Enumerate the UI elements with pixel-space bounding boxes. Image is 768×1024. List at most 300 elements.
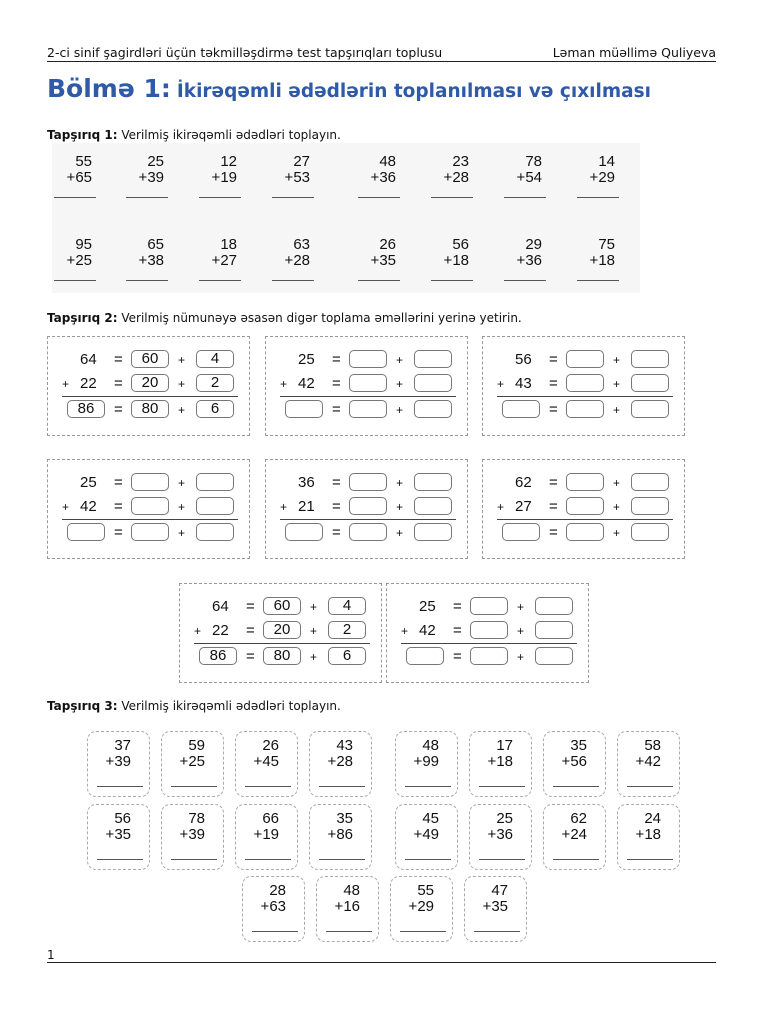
answer-line[interactable]: [252, 931, 298, 932]
answer-line[interactable]: [171, 786, 217, 787]
answer-line[interactable]: [474, 931, 520, 932]
number-2: 42: [419, 622, 436, 639]
task1-label: Tapşırıq 1:: [47, 128, 118, 142]
ones-box[interactable]: [535, 621, 573, 639]
addend-2: +63: [260, 898, 286, 915]
addend-2: +35: [482, 898, 508, 915]
plus-sign: +: [497, 377, 505, 391]
addend-2: +42: [635, 753, 661, 770]
number-1: 64: [212, 598, 229, 615]
tens-box[interactable]: [349, 350, 387, 368]
addend-2: +27: [211, 252, 237, 269]
answer-line[interactable]: [400, 931, 446, 932]
sum-box[interactable]: 86: [199, 647, 237, 665]
addend-1: 55: [417, 882, 434, 899]
equals-sign: =: [453, 622, 462, 639]
equals-sign: =: [114, 351, 123, 368]
addition-card: [617, 804, 680, 870]
addition-problem: [50, 154, 98, 198]
ones-box[interactable]: [535, 647, 573, 665]
sum-divider: [62, 396, 238, 397]
addend-1: 28: [269, 882, 286, 899]
addition-problem: [427, 154, 475, 198]
addition-card: [469, 731, 532, 797]
answer-line[interactable]: [431, 280, 473, 281]
tens-box[interactable]: [349, 400, 387, 418]
plus-sign: +: [517, 624, 525, 638]
addend-2: +86: [327, 826, 353, 843]
decomposition-box: [386, 583, 589, 683]
addend-2-value: 29: [598, 169, 615, 186]
sum-divider: [62, 519, 238, 520]
tens-box[interactable]: [470, 647, 508, 665]
addend-1: 59: [188, 737, 205, 754]
addition-problem: [268, 237, 316, 281]
number-1: 64: [80, 351, 97, 368]
answer-line[interactable]: [272, 197, 314, 198]
answer-line[interactable]: [97, 859, 143, 860]
addend-1: 27: [293, 153, 310, 170]
plus-sign: +: [280, 377, 288, 391]
addend-2: +56: [561, 753, 587, 770]
tens-box[interactable]: [349, 374, 387, 392]
plus-sign: +: [178, 476, 186, 490]
answer-line[interactable]: [479, 786, 525, 787]
addition-card: [395, 731, 458, 797]
addition-problem: [268, 154, 316, 198]
tens-box[interactable]: [470, 597, 508, 615]
addend-2-value: 65: [75, 169, 92, 186]
addend-1: 48: [422, 737, 439, 754]
ones-box[interactable]: 2: [328, 621, 366, 639]
task2-text: Verilmiş nümunəyə əsasən digər toplama əməllərini yerinə yetirin.: [121, 311, 522, 325]
plus-sign: +: [401, 624, 409, 638]
number-1: 25: [419, 598, 436, 615]
sum-box[interactable]: [285, 523, 323, 541]
tens-box[interactable]: [566, 350, 604, 368]
addition-problem: [427, 237, 475, 281]
addend-2: +35: [105, 826, 131, 843]
equals-sign: =: [332, 375, 341, 392]
ones-box[interactable]: [414, 473, 452, 491]
sum-divider: [280, 396, 456, 397]
tens-box[interactable]: 60: [131, 350, 169, 368]
addend-2-value: 35: [491, 898, 508, 915]
equals-sign: =: [246, 622, 255, 639]
addend-1: 47: [491, 882, 508, 899]
addend-2-value: 25: [75, 252, 92, 269]
addition-problem: [573, 237, 621, 281]
plus-sign: +: [517, 600, 525, 614]
equals-sign: =: [332, 498, 341, 515]
addend-2-value: 86: [336, 826, 353, 843]
answer-line[interactable]: [504, 197, 546, 198]
decomposition-box: [482, 459, 685, 559]
sum-box[interactable]: [67, 523, 105, 541]
section-number: Bölmə 1:: [47, 74, 171, 103]
addition-problem: [122, 154, 170, 198]
addition-card: [235, 804, 298, 870]
addend-2-value: 16: [343, 898, 360, 915]
addend-1: 48: [379, 153, 396, 170]
addend-1: 95: [75, 236, 92, 253]
addend-2-value: 54: [525, 169, 542, 186]
answer-line[interactable]: [126, 197, 168, 198]
decomposition-box: [265, 336, 468, 436]
page-header-left: 2-ci sinif şagirdləri üçün təkmilləşdirmə test tapşırıqları toplusu: [47, 45, 443, 60]
ones-box[interactable]: [414, 350, 452, 368]
sum-box[interactable]: [406, 647, 444, 665]
tens-box[interactable]: [566, 374, 604, 392]
addend-1: 56: [452, 236, 469, 253]
addition-card: [316, 876, 379, 942]
addition-card: [543, 804, 606, 870]
answer-line[interactable]: [405, 859, 451, 860]
equals-sign: =: [246, 648, 255, 665]
plus-sign: +: [178, 526, 186, 540]
addend-1: 66: [262, 810, 279, 827]
addend-1: 65: [147, 236, 164, 253]
number-2: 27: [515, 498, 532, 515]
plus-sign: +: [613, 403, 621, 417]
ones-box[interactable]: [196, 523, 234, 541]
addition-card: [464, 876, 527, 942]
task2-instruction: [47, 311, 522, 325]
plus-sign: +: [517, 650, 525, 664]
addition-card: [309, 731, 372, 797]
answer-line[interactable]: [358, 280, 400, 281]
decomposition-box: [47, 336, 250, 436]
tens-box[interactable]: [349, 497, 387, 515]
answer-line[interactable]: [126, 280, 168, 281]
ones-box[interactable]: 4: [196, 350, 234, 368]
equals-sign: =: [114, 498, 123, 515]
ones-box[interactable]: [414, 400, 452, 418]
tens-box[interactable]: [566, 523, 604, 541]
addend-2-value: 19: [220, 169, 237, 186]
addition-problem: [354, 237, 402, 281]
header-divider: [47, 61, 716, 62]
addition-problem: [195, 154, 243, 198]
addend-2: +45: [253, 753, 279, 770]
ones-box[interactable]: 2: [196, 374, 234, 392]
equals-sign: =: [549, 351, 558, 368]
addend-2: +19: [211, 169, 237, 186]
tens-box[interactable]: [566, 473, 604, 491]
sum-divider: [194, 643, 370, 644]
number-2: 21: [298, 498, 315, 515]
addition-card: [395, 804, 458, 870]
addend-2-value: 36: [525, 252, 542, 269]
tens-box[interactable]: 20: [263, 621, 301, 639]
addend-2: +29: [408, 898, 434, 915]
addition-card: [87, 804, 150, 870]
addend-2-value: 36: [496, 826, 513, 843]
sum-box[interactable]: [285, 400, 323, 418]
addend-2: +18: [589, 252, 615, 269]
decomposition-box: [482, 336, 685, 436]
addend-1: 24: [644, 810, 661, 827]
addend-2: +25: [179, 753, 205, 770]
addend-2: +36: [487, 826, 513, 843]
plus-sign: +: [396, 377, 404, 391]
tens-box[interactable]: [131, 523, 169, 541]
number-2: 42: [80, 498, 97, 515]
addition-card: [309, 804, 372, 870]
answer-line[interactable]: [479, 859, 525, 860]
page-number: 1: [47, 948, 55, 962]
ones-box[interactable]: [631, 523, 669, 541]
ones-box[interactable]: [535, 597, 573, 615]
addend-2: +28: [284, 252, 310, 269]
answer-line[interactable]: [54, 280, 96, 281]
addend-2: +18: [635, 826, 661, 843]
section-topic: İkirəqəmli ədədlərin toplanılması və çıxılması: [176, 81, 651, 102]
addend-2-value: 24: [570, 826, 587, 843]
plus-sign: +: [613, 377, 621, 391]
addition-card: [469, 804, 532, 870]
addend-2-value: 42: [644, 753, 661, 770]
answer-line[interactable]: [627, 786, 673, 787]
addend-2: +36: [370, 169, 396, 186]
addend-1: 17: [496, 737, 513, 754]
addend-2-value: 25: [188, 753, 205, 770]
plus-sign: +: [396, 500, 404, 514]
number-2: 43: [515, 375, 532, 392]
addend-2-value: 29: [417, 898, 434, 915]
plus-sign: +: [178, 500, 186, 514]
ones-box[interactable]: [196, 497, 234, 515]
plus-sign: +: [310, 650, 318, 664]
ones-box[interactable]: [631, 497, 669, 515]
plus-sign: +: [396, 526, 404, 540]
equals-sign: =: [549, 474, 558, 491]
plus-sign: +: [613, 500, 621, 514]
tens-box[interactable]: 80: [131, 400, 169, 418]
answer-line[interactable]: [272, 280, 314, 281]
equals-sign: =: [114, 375, 123, 392]
answer-line[interactable]: [358, 197, 400, 198]
addend-2: +29: [589, 169, 615, 186]
answer-line[interactable]: [431, 197, 473, 198]
tens-box[interactable]: [349, 473, 387, 491]
ones-box[interactable]: [196, 473, 234, 491]
sum-divider: [401, 643, 577, 644]
addend-2-value: 49: [422, 826, 439, 843]
tens-box[interactable]: [131, 497, 169, 515]
answer-line[interactable]: [199, 280, 241, 281]
answer-line[interactable]: [319, 786, 365, 787]
plus-sign: +: [310, 624, 318, 638]
plus-sign: +: [178, 377, 186, 391]
number-2: 42: [298, 375, 315, 392]
answer-line[interactable]: [627, 859, 673, 860]
addend-2: +54: [516, 169, 542, 186]
tens-box[interactable]: 60: [263, 597, 301, 615]
addition-card: [161, 731, 224, 797]
equals-sign: =: [332, 474, 341, 491]
ones-box[interactable]: [414, 523, 452, 541]
tens-box[interactable]: [566, 400, 604, 418]
addend-1: 45: [422, 810, 439, 827]
number-2: 22: [212, 622, 229, 639]
addend-1: 62: [570, 810, 587, 827]
addend-2-value: 39: [147, 169, 164, 186]
answer-line[interactable]: [245, 786, 291, 787]
addend-2-value: 39: [188, 826, 205, 843]
addend-2: +38: [138, 252, 164, 269]
addend-2-value: 18: [598, 252, 615, 269]
plus-sign: +: [280, 500, 288, 514]
equals-sign: =: [453, 598, 462, 615]
ones-box[interactable]: [414, 497, 452, 515]
tens-box[interactable]: [131, 473, 169, 491]
addition-card: [235, 731, 298, 797]
number-2: 22: [80, 375, 97, 392]
sum-box[interactable]: 86: [67, 400, 105, 418]
addend-2: +39: [105, 753, 131, 770]
addend-2: +35: [370, 252, 396, 269]
plus-sign: +: [613, 526, 621, 540]
task3-instruction: [47, 699, 341, 713]
equals-sign: =: [549, 375, 558, 392]
addend-2-value: 27: [220, 252, 237, 269]
addition-problem: [354, 154, 402, 198]
ones-box[interactable]: 6: [196, 400, 234, 418]
addition-problem: [573, 154, 621, 198]
addition-problem: [122, 237, 170, 281]
tens-box[interactable]: 80: [263, 647, 301, 665]
tens-box[interactable]: 20: [131, 374, 169, 392]
sum-divider: [497, 396, 673, 397]
addend-1: 23: [452, 153, 469, 170]
addend-2: +28: [327, 753, 353, 770]
page-header-right: Ləman müəllimə Quliyeva: [552, 45, 716, 60]
answer-line[interactable]: [171, 859, 217, 860]
tens-box[interactable]: [566, 497, 604, 515]
addend-1: 26: [262, 737, 279, 754]
addend-2-value: 99: [422, 753, 439, 770]
task1-text: Verilmiş ikirəqəmli ədədləri toplayın.: [121, 128, 341, 142]
plus-sign: +: [194, 624, 202, 638]
addition-problem: [50, 237, 98, 281]
addition-card: [242, 876, 305, 942]
equals-sign: =: [453, 648, 462, 665]
sum-box[interactable]: [502, 523, 540, 541]
answer-line[interactable]: [326, 931, 372, 932]
equals-sign: =: [114, 401, 123, 418]
addend-1: 25: [496, 810, 513, 827]
addend-1: 35: [336, 810, 353, 827]
sum-box[interactable]: [502, 400, 540, 418]
ones-box[interactable]: [631, 374, 669, 392]
addend-2-value: 45: [262, 753, 279, 770]
plus-sign: +: [613, 476, 621, 490]
addend-2-value: 38: [147, 252, 164, 269]
addend-2: +28: [443, 169, 469, 186]
answer-line[interactable]: [245, 859, 291, 860]
answer-line[interactable]: [504, 280, 546, 281]
addend-1: 58: [644, 737, 661, 754]
addend-2: +24: [561, 826, 587, 843]
addend-2-value: 53: [293, 169, 310, 186]
addend-2: +39: [179, 826, 205, 843]
plus-sign: +: [62, 377, 70, 391]
ones-box[interactable]: 4: [328, 597, 366, 615]
addend-2: +99: [413, 753, 439, 770]
addend-2-value: 35: [379, 252, 396, 269]
plus-sign: +: [178, 353, 186, 367]
addend-1: 26: [379, 236, 396, 253]
equals-sign: =: [114, 524, 123, 541]
equals-sign: =: [332, 351, 341, 368]
addend-2: +39: [138, 169, 164, 186]
addend-2-value: 28: [293, 252, 310, 269]
answer-line[interactable]: [199, 197, 241, 198]
addend-1: 25: [147, 153, 164, 170]
addend-2-value: 56: [570, 753, 587, 770]
addition-card: [617, 731, 680, 797]
plus-sign: +: [62, 500, 70, 514]
plus-sign: +: [178, 403, 186, 417]
addend-1: 18: [220, 236, 237, 253]
task3-text: Verilmiş ikirəqəmli ədədləri toplayın.: [121, 699, 341, 713]
addend-1: 56: [114, 810, 131, 827]
addend-1: 78: [188, 810, 205, 827]
decomposition-box: [265, 459, 468, 559]
addend-1: 12: [220, 153, 237, 170]
addend-1: 29: [525, 236, 542, 253]
addend-2: +36: [516, 252, 542, 269]
number-1: 56: [515, 351, 532, 368]
ones-box[interactable]: [631, 473, 669, 491]
tens-box[interactable]: [470, 621, 508, 639]
addend-2: +18: [443, 252, 469, 269]
equals-sign: =: [332, 524, 341, 541]
plus-sign: +: [396, 353, 404, 367]
ones-box[interactable]: [631, 400, 669, 418]
ones-box[interactable]: [414, 374, 452, 392]
addend-1: 14: [598, 153, 615, 170]
addend-2: +53: [284, 169, 310, 186]
answer-line[interactable]: [97, 786, 143, 787]
addend-2-value: 35: [114, 826, 131, 843]
plus-sign: +: [396, 403, 404, 417]
answer-line[interactable]: [577, 280, 619, 281]
number-1: 36: [298, 474, 315, 491]
answer-line[interactable]: [577, 197, 619, 198]
ones-box[interactable]: 6: [328, 647, 366, 665]
equals-sign: =: [549, 524, 558, 541]
addend-2: +65: [66, 169, 92, 186]
equals-sign: =: [332, 401, 341, 418]
addend-2: +25: [66, 252, 92, 269]
decomposition-box: [179, 583, 382, 683]
addition-problem: [500, 154, 548, 198]
answer-line[interactable]: [553, 786, 599, 787]
tens-box[interactable]: [349, 523, 387, 541]
ones-box[interactable]: [631, 350, 669, 368]
answer-line[interactable]: [54, 197, 96, 198]
answer-line[interactable]: [405, 786, 451, 787]
addition-problem: [195, 237, 243, 281]
answer-line[interactable]: [553, 859, 599, 860]
addition-card: [390, 876, 453, 942]
addition-card: [161, 804, 224, 870]
equals-sign: =: [549, 401, 558, 418]
answer-line[interactable]: [319, 859, 365, 860]
plus-sign: +: [613, 353, 621, 367]
